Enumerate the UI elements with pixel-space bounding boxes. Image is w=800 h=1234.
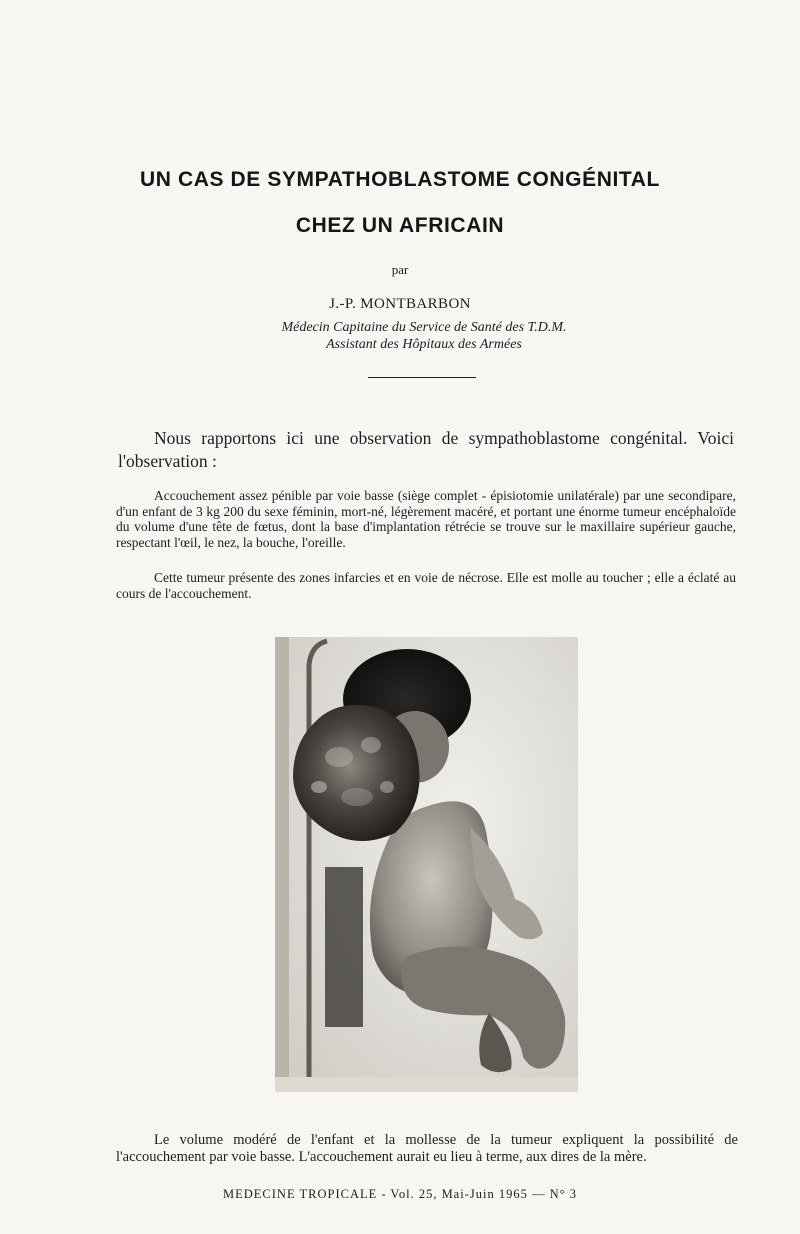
article-title-line-2: CHEZ UN AFRICAIN [295,214,505,237]
article-title-line-1: UN CAS DE SYMPATHOBLASTOME CONGÉNITAL [140,168,660,191]
author-affiliation-2: Assistant des Hôpitaux des Armées [326,337,522,352]
byline-par: par [391,262,409,277]
case-photograph [275,637,578,1092]
author-name: J.-P. MONTBARBON [329,296,471,312]
observation-paragraph-1: Accouchement assez pénible par voie basse (siège complet - épisiotomie unilatérale) par une secondipare, d'un enfant de 3 kg 200 du sexe féminin, mort-né, légèrement macéré, et portant une énorme tumeur encéphaloïde du volume d'une tête de fœtus, dont la base d'implantation rétrécie se trouve sur le maxillaire supérieur gauche, respectant l'œil, le nez, la bouche, l'oreille. [116,488,736,550]
case-photograph-drawing [275,637,578,1092]
author-affiliation-1: Médecin Capitaine du Service de Santé des T.D.M. [281,320,567,335]
title-separator-rule [368,377,476,378]
closing-paragraph: Le volume modéré de l'enfant et la mollesse de la tumeur expliquent la possibilité de l'accouchement par voie basse. L'accouchement aurait eu lieu à terme, aux dires de la mère. [116,1132,738,1165]
journal-footer: MEDECINE TROPICALE - Vol. 25, Mai-Juin 1965 — N° 3 [223,1187,577,1201]
intro-paragraph: Nous rapportons ici une observation de sympathoblastome congénital. Voici l'observation : [118,428,734,471]
observation-paragraph-2: Cette tumeur présente des zones infarcies et en voie de nécrose. Elle est molle au toucher ; elle a éclaté au cours de l'accouchement. [116,570,736,601]
